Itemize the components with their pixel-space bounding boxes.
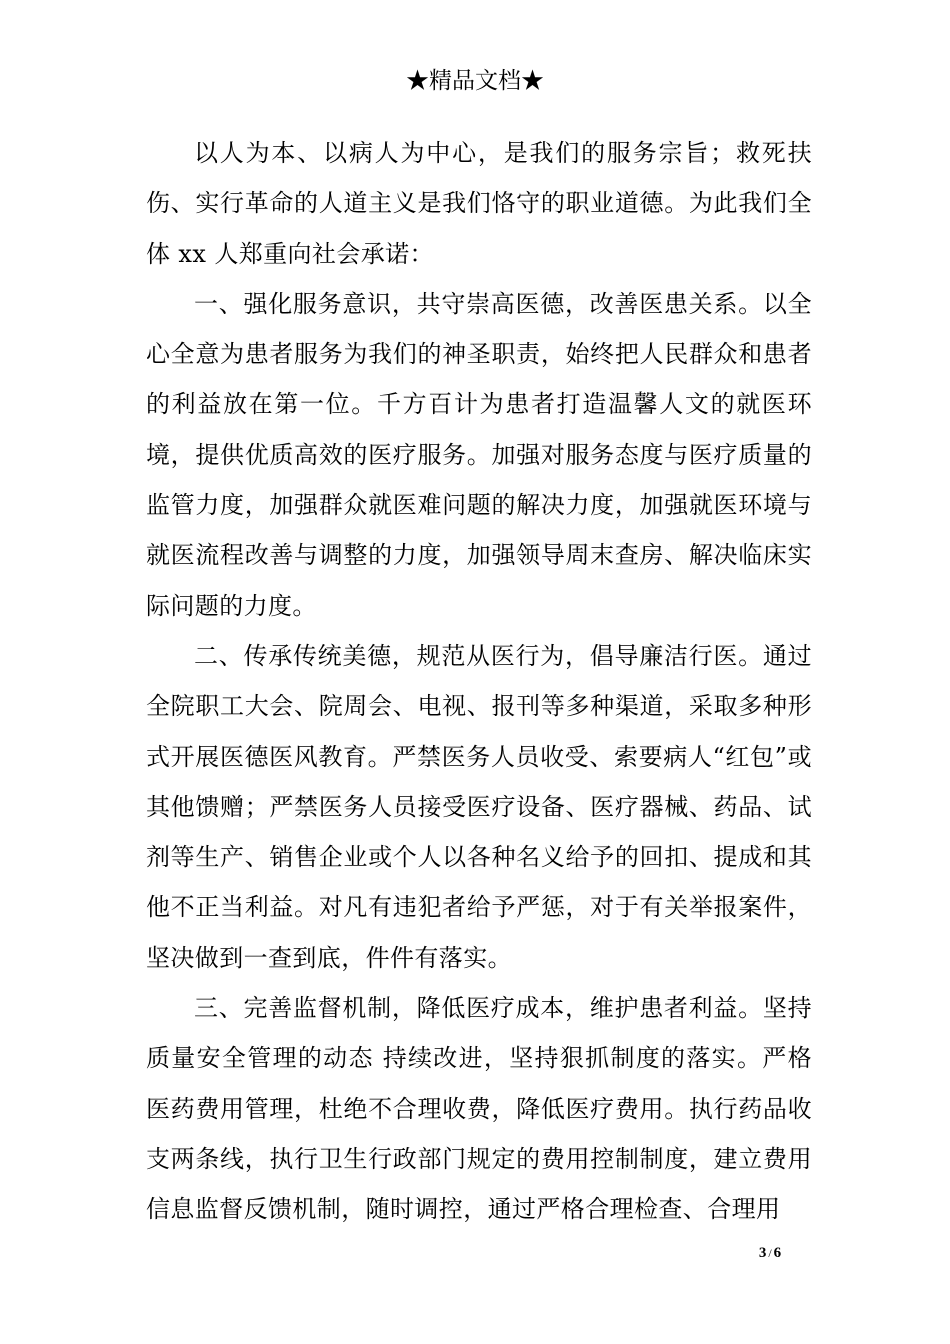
page-current: 3: [758, 1245, 767, 1261]
document-body: [146, 128, 812, 1235]
paragraph-commitment-2: 二、传承传统美德，规范从医行为，倡导廉洁行医。通过全院职工大会、院周会、电视、报刊等多种渠道，采取多种形式开展医德医风教育。严禁医务人员收受、索要病人“红包”或其他馈赠；严禁医务人员接受医疗设备、医疗器械、药品、试剂等生产、销售企业或个人以各种名义给予的回扣、提成和其他不正当利益。对凡有违犯者给予严惩，对于有关举报案件，坚决做到一查到底，件件有落实。: [146, 641, 812, 972]
page-header: [0, 66, 950, 96]
page-separator: /: [768, 1246, 772, 1260]
paragraph-commitment-1: 一、强化服务意识，共守崇高医德，改善医患关系。以全心全意为患者服务为我们的神圣职责，始终把人民群众和患者的利益放在第一位。千方百计为患者打造温馨人文的就医环境，提供优质高效的医疗服务。加强对服务态度与医疗质量的监管力度，加强群众就医难问题的解决力度，加强就医环境与就医流程改善与调整的力度，加强领导周末查房、解决临床实际问题的力度。: [146, 289, 812, 620]
page-number: [720, 1243, 820, 1263]
page-total: 6: [773, 1245, 782, 1261]
paragraph-intro: 以人为本、以病人为中心，是我们的服务宗旨；救死扶伤、实行革命的人道主义是我们恪守的职业道德。为此我们全体 xx 人郑重向社会承诺：: [146, 139, 812, 268]
document-title: ★精品文档★: [406, 68, 544, 94]
paragraph-commitment-3: 三、完善监督机制，降低医疗成本，维护患者利益。坚持质量安全管理的动态 持续改进，坚持狠抓制度的落实。严格医药费用管理，杜绝不合理收费，降低医疗费用。执行药品收支两条线，执行卫生行政部门规定的费用控制制度，建立费用信息监督反馈机制，随时调控，通过严格合理检查、合理用: [146, 994, 812, 1224]
